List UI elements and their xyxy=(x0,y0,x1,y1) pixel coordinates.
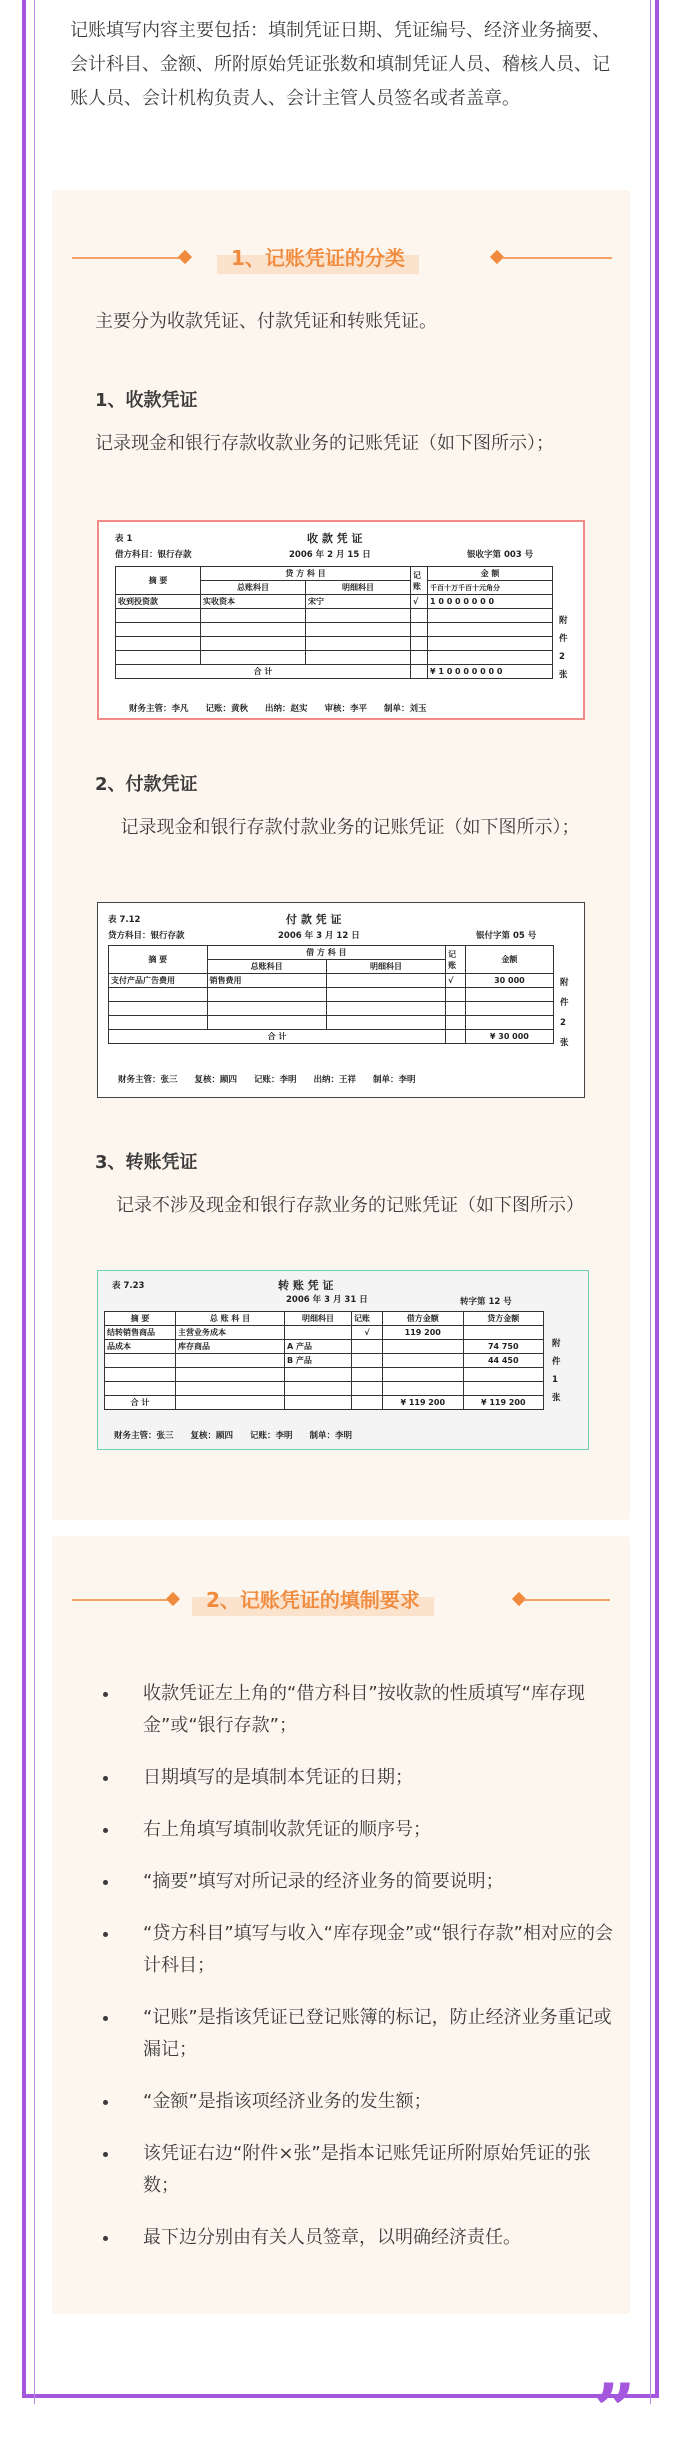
list-item: “摘要”填写对所记录的经济业务的简要说明； xyxy=(97,1866,617,1898)
subheading-transfer: 3、转账凭证 xyxy=(95,1152,198,1173)
voucher-table-no: 表 1 xyxy=(115,534,133,544)
divider-line xyxy=(72,1599,172,1601)
payment-voucher-image xyxy=(97,902,585,1098)
list-item: “记账”是指该凭证已登记账簿的标记，防止经济业务重记或漏记； xyxy=(97,2002,617,2066)
voucher-attachment: 附件2张 xyxy=(560,978,569,1048)
voucher-date: 2006 年 3 月 12 日 xyxy=(278,931,360,941)
voucher-date: 2006 年 3 月 31 日 xyxy=(286,1295,368,1305)
voucher-debit-account: 借方科目：银行存款 xyxy=(115,550,192,560)
voucher-number: 银付字第 05 号 xyxy=(476,931,537,941)
transfer-voucher-image xyxy=(97,1270,589,1450)
list-item: 该凭证右边“附件×张”是指本记账凭证所附原始凭证的张数； xyxy=(97,2138,617,2202)
voucher-credit-account: 贷方科目：银行存款 xyxy=(108,931,185,941)
divider-line xyxy=(524,1599,610,1601)
voucher-attachment: 附件2张 xyxy=(559,616,568,680)
divider-line xyxy=(72,257,182,259)
section-title: 2、记账凭证的填制要求 xyxy=(192,1584,434,1616)
intro-paragraph: 记账填写内容主要包括：填制凭证日期、凭证编号、经济业务摘要、会计科目、金额、所附原始凭证张数和填制凭证人员、稽核人员、记账人员、会计机构负责人、会计主管人员签名或者盖章。 xyxy=(70,20,610,109)
subheading-receipt: 1、收款凭证 xyxy=(95,390,198,411)
voucher-number: 转字第 12 号 xyxy=(460,1297,512,1307)
voucher-signatures: 财务主管：李凡 记账：黄秋 出纳：赵实 审核：李平 制单：刘玉 xyxy=(129,704,427,714)
voucher-table-no: 表 7.23 xyxy=(112,1281,145,1291)
voucher-table: 摘 要 贷 方 科 目 记账 金 额 总账科目 明细科目 千百十万千百十元角分 收到投资款 实收资本 宋宁 √ 1 0 0 0 0 0 0 0 合 计 ¥ 1 0 0 0 0 0 0 0 xyxy=(115,566,553,679)
voucher-title: 转 账 凭 证 xyxy=(278,1279,334,1292)
receipt-description: 记录现金和银行存款收款业务的记账凭证（如下图所示）； xyxy=(95,433,554,454)
voucher-signatures: 财务主管：张三 复核：顾四 记账：李明 出纳：王祥 制单：李明 xyxy=(118,1075,416,1085)
section-card-requirements xyxy=(52,1536,630,2314)
divider-line xyxy=(502,257,612,259)
section-header xyxy=(52,1580,630,1620)
voucher-signatures: 财务主管：张三 复核：顾四 记账：李明 制单：李明 xyxy=(114,1431,353,1441)
list-item: 右上角填写填制收款凭证的顺序号； xyxy=(97,1814,617,1846)
section-card-classification xyxy=(52,190,630,1520)
voucher-number: 银收字第 003 号 xyxy=(467,550,534,560)
section-summary: 主要分为收款凭证、付款凭证和转账凭证。 xyxy=(95,311,437,332)
diamond-icon xyxy=(166,1592,180,1606)
voucher-table: 摘 要 借 方 科 目 记账 金额 总账科目 明细科目 支付产品广告费用 销售费用 √ 30 000 合 计 ¥ 30 000 xyxy=(108,945,554,1044)
receipt-voucher-image xyxy=(97,520,585,720)
voucher-attachment: 附件1张 xyxy=(552,1339,561,1403)
list-item: 最下边分别由有关人员签章，以明确经济责任。 xyxy=(97,2222,617,2254)
payment-description: 记录现金和银行存款付款业务的记账凭证（如下图所示）； xyxy=(120,817,580,838)
section-header xyxy=(52,238,630,278)
voucher-title: 收 款 凭 证 xyxy=(307,532,363,545)
voucher-table: 摘 要 总 账 科 目 明细科目 记账 借方金额 贷方金额 结转销售商品 主营业务成本 √ 119 200 品成本 库存商品 A 产品 74 750 B 产品 44 450 合 计 ¥ 119 200 ¥ 119 200 xyxy=(104,1311,544,1410)
voucher-table-no: 表 7.12 xyxy=(108,915,141,925)
voucher-title: 付 款 凭 证 xyxy=(286,913,342,926)
subheading-payment: 2、付款凭证 xyxy=(95,774,198,795)
list-item: 收款凭证左上角的“借方科目”按收款的性质填写“库存现金”或“银行存款”； xyxy=(97,1678,617,1742)
diamond-icon xyxy=(178,250,192,264)
list-item: “金额”是指该项经济业务的发生额； xyxy=(97,2086,617,2118)
requirements-list xyxy=(97,1678,617,2274)
list-item: “贷方科目”填写与收入“库存现金”或“银行存款”相对应的会计科目； xyxy=(97,1918,617,1982)
voucher-date: 2006 年 2 月 15 日 xyxy=(289,550,371,560)
list-item: 日期填写的是填制本凭证的日期； xyxy=(97,1762,617,1794)
section-title: 1、记账凭证的分类 xyxy=(217,242,419,274)
transfer-description: 记录不涉及现金和银行存款业务的记账凭证（如下图所示） xyxy=(116,1195,584,1216)
closing-quote-icon: ” xyxy=(594,2367,622,2452)
